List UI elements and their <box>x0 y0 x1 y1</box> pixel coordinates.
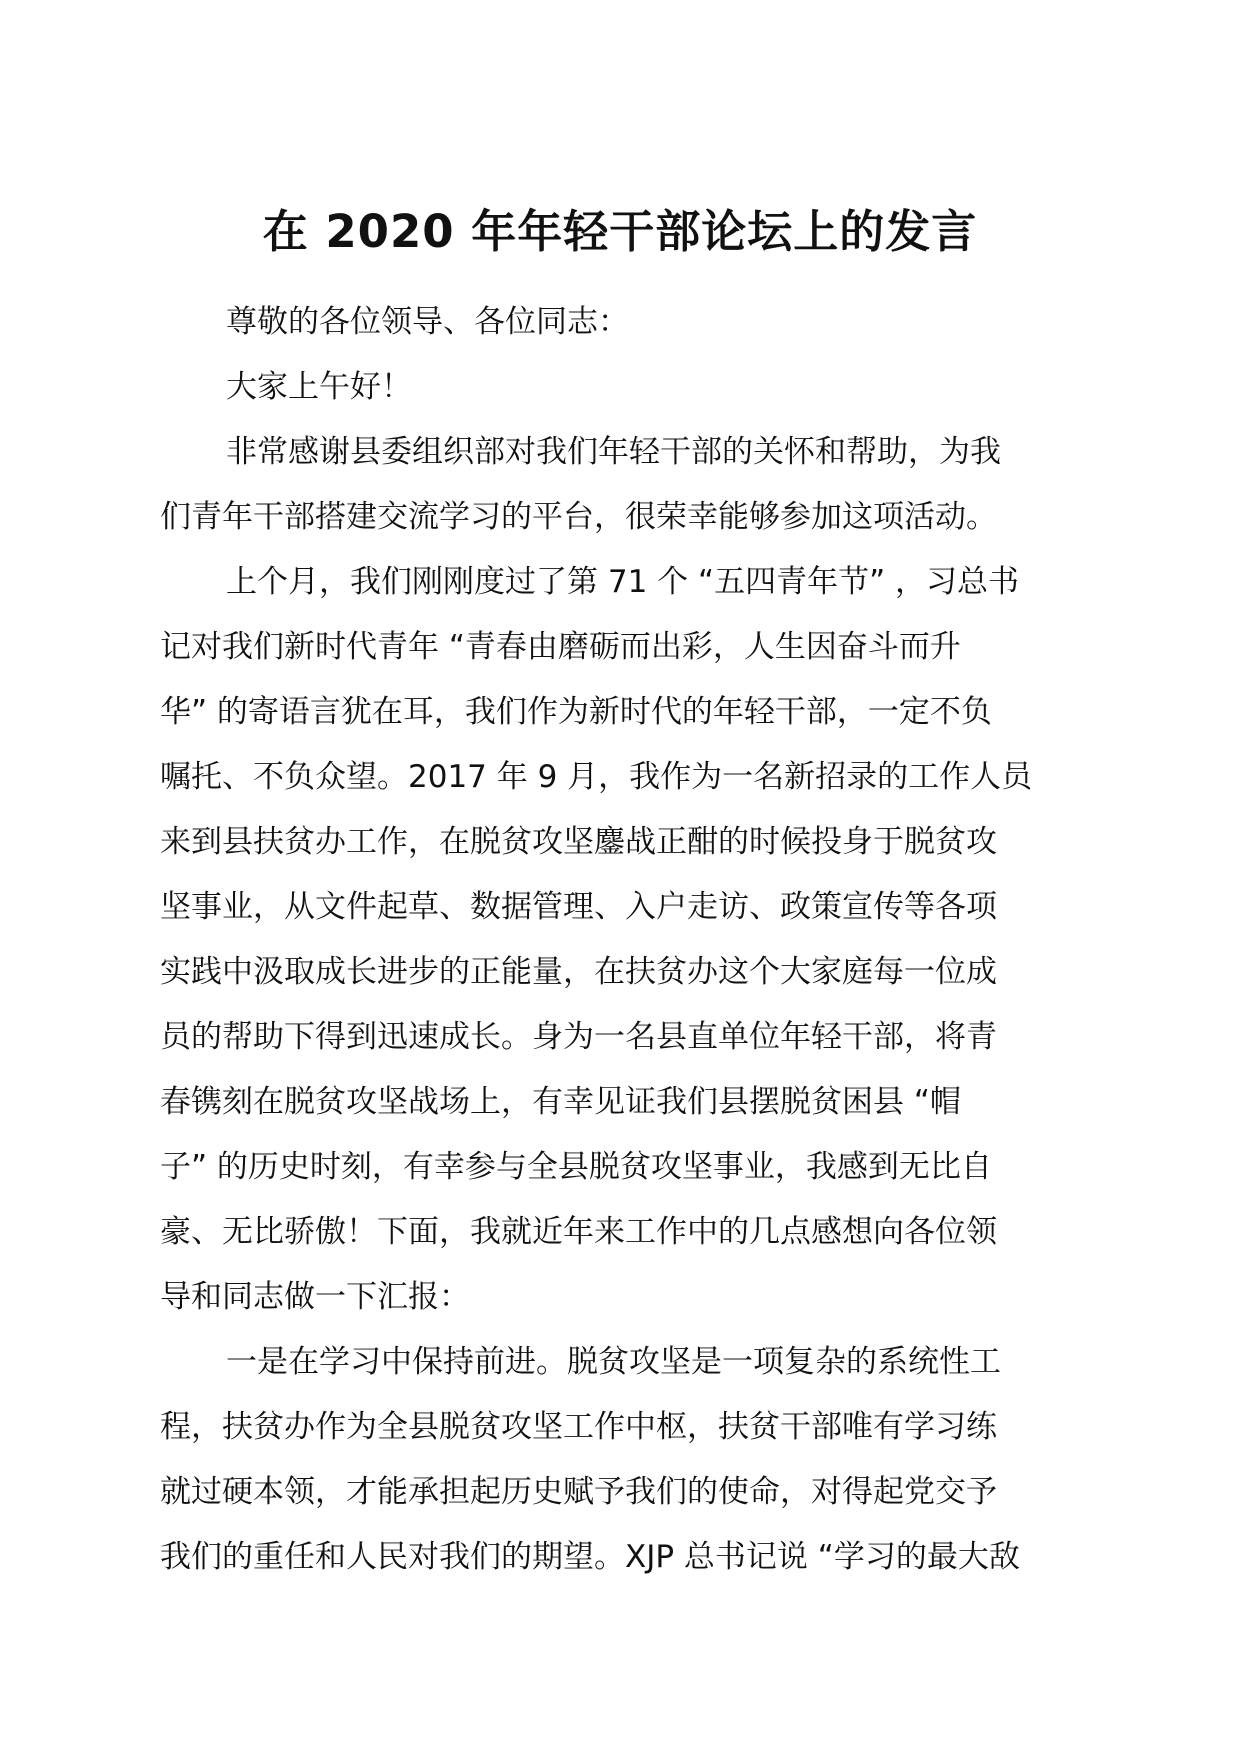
body-line: 就过硬本领，才能承担起历史赋予我们的使命，对得起党交予 <box>160 1474 997 1510</box>
body-line: 记对我们新时代青年 “青春由磨砺而出彩，人生因奋斗而升 <box>160 629 961 665</box>
body-line: 春镌刻在脱贫攻坚战场上，有幸见证我们县摆脱贫困县 “帽 <box>160 1084 961 1120</box>
body-line: 子” 的历史时刻，有幸参与全县脱贫攻坚事业，我感到无比自 <box>160 1149 992 1185</box>
body-line: 非常感谢县委组织部对我们年轻干部的关怀和帮助，为我 <box>226 434 1001 470</box>
body-line: 来到县扶贫办工作，在脱贫攻坚鏖战正酣的时候投身于脱贫攻 <box>160 824 997 860</box>
body-line: 上个月，我们刚刚度过了第 71 个 “五四青年节” ，习总书 <box>226 564 1019 600</box>
body-line: 嘱托、不负众望。2017 年 9 月，我作为一名新招录的工作人员 <box>160 759 1033 795</box>
body-line: 实践中汲取成长进步的正能量，在扶贫办这个大家庭每一位成 <box>160 954 997 990</box>
body-line: 们青年干部搭建交流学习的平台，很荣幸能够参加这项活动。 <box>160 499 997 535</box>
document-body <box>160 290 1092 1590</box>
document-title: 在 2020 年年轻干部论坛上的发言 <box>262 205 978 258</box>
body-line: 我们的重任和人民对我们的期望。XJP 总书记说 “学习的最大敌 <box>160 1539 1020 1575</box>
body-line: 豪、无比骄傲！下面，我就近年来工作中的几点感想向各位领 <box>160 1214 997 1250</box>
body-line: 一是在学习中保持前进。脱贫攻坚是一项复杂的系统性工 <box>226 1344 1001 1380</box>
body-line: 导和同志做一下汇报： <box>160 1279 470 1315</box>
body-line: 大家上午好！ <box>226 369 412 405</box>
body-line: 程，扶贫办作为全县脱贫攻坚工作中枢，扶贫干部唯有学习练 <box>160 1409 997 1445</box>
body-line: 坚事业，从文件起草、数据管理、入户走访、政策宣传等各项 <box>160 889 997 925</box>
body-line: 员的帮助下得到迅速成长。身为一名县直单位年轻干部，将青 <box>160 1019 997 1055</box>
body-line: 华” 的寄语言犹在耳，我们作为新时代的年轻干部，一定不负 <box>160 694 992 730</box>
body-line: 尊敬的各位领导、各位同志： <box>226 304 629 340</box>
